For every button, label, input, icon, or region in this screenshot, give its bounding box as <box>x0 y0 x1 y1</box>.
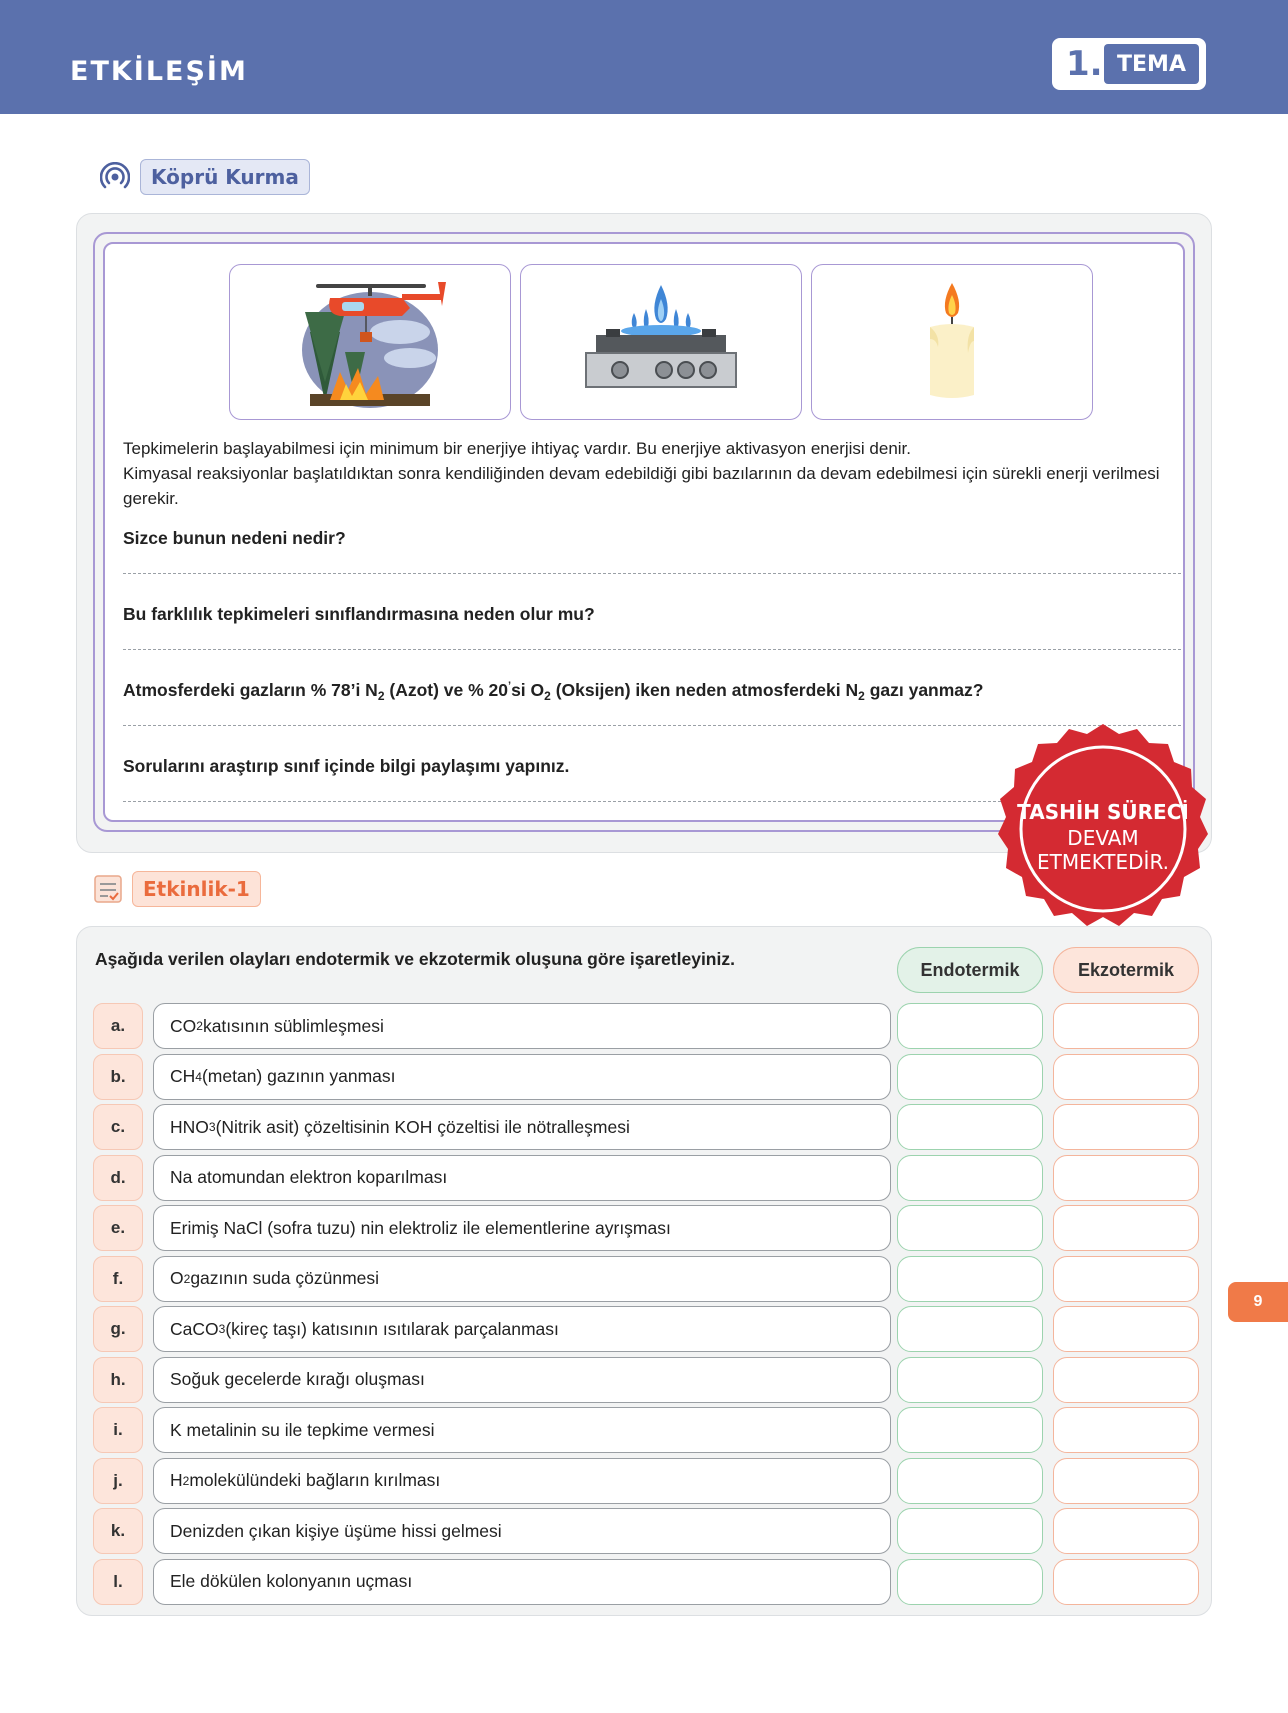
row-letter: j. <box>93 1458 143 1504</box>
theme-badge <box>1052 38 1206 90</box>
event-description: CO 2 katısının süblimleşmesi <box>153 1003 891 1049</box>
event-description: Denizden çıkan kişiye üşüme hissi gelmesi <box>153 1508 891 1554</box>
table-row <box>93 1508 1203 1554</box>
row-letter: g. <box>93 1306 143 1352</box>
gas-stove-flame-icon <box>576 277 746 407</box>
event-description: CaCO 3 (kireç taşı) katısının ısıtılarak parçalanması <box>153 1306 891 1352</box>
endothermic-answer-box[interactable] <box>897 1054 1043 1100</box>
image-box-fire <box>229 264 511 420</box>
table-row <box>93 1104 1203 1150</box>
exothermic-answer-box[interactable] <box>1053 1458 1199 1504</box>
proofreading-stamp <box>996 722 1210 936</box>
event-description: CH 4 (metan) gazının yanması <box>153 1054 891 1100</box>
intro-line-2: Kimyasal reaksiyonlar başlatıldıktan sonra kendiliğinden devam edebildiği gibi bazılarının da devam edebilmesi için sürekli enerji verilmesi gerekir. <box>123 464 1160 508</box>
page-header <box>0 0 1288 114</box>
table-row <box>93 1407 1203 1453</box>
question-4: Sorularını araştırıp sınıf içinde bilgi paylaşımı yapınız. <box>123 756 570 776</box>
question-1: Sizce bunun nedeni nedir? <box>123 528 346 548</box>
exothermic-answer-box[interactable] <box>1053 1256 1199 1302</box>
table-row <box>93 1357 1203 1403</box>
exothermic-column-header: Ekzotermik <box>1053 947 1199 993</box>
helicopter-forest-fire-icon <box>270 272 470 412</box>
answer-line-1 <box>123 573 1181 574</box>
row-letter: i. <box>93 1407 143 1453</box>
endothermic-answer-box[interactable] <box>897 1357 1043 1403</box>
event-description: O 2 gazının suda çözünmesi <box>153 1256 891 1302</box>
burning-candle-icon <box>912 277 992 407</box>
exothermic-answer-box[interactable] <box>1053 1054 1199 1100</box>
exothermic-answer-box[interactable] <box>1053 1155 1199 1201</box>
exothermic-answer-box[interactable] <box>1053 1357 1199 1403</box>
table-row <box>93 1559 1203 1605</box>
endothermic-answer-box[interactable] <box>897 1003 1043 1049</box>
endothermic-answer-box[interactable] <box>897 1508 1043 1554</box>
endothermic-column-header: Endotermik <box>897 947 1043 993</box>
exothermic-answer-box[interactable] <box>1053 1508 1199 1554</box>
event-description: Erimiş NaCl (sofra tuzu) nin elektroliz ile elementlerine ayrışması <box>153 1205 891 1251</box>
event-description: H 2 molekülündeki bağların kırılması <box>153 1458 891 1504</box>
table-row <box>93 1306 1203 1352</box>
table-row <box>93 1256 1203 1302</box>
question-2: Bu farklılık tepkimeleri sınıflandırmasına neden olur mu? <box>123 604 595 624</box>
theme-number: 1. <box>1066 44 1103 84</box>
intro-line-1: Tepkimelerin başlayabilmesi için minimum bir enerjiye ihtiyaç vardır. Bu enerjiye aktivasyon enerjisi denir. <box>123 439 911 458</box>
table-row <box>93 1155 1203 1201</box>
broadcast-icon <box>100 162 130 192</box>
row-letter: c. <box>93 1104 143 1150</box>
row-letter: d. <box>93 1155 143 1201</box>
exothermic-answer-box[interactable] <box>1053 1003 1199 1049</box>
theme-label: TEMA <box>1104 44 1199 84</box>
row-letter: h. <box>93 1357 143 1403</box>
event-description: HNO 3 (Nitrik asit) çözeltisinin KOH çözeltisi ile nötralleşmesi <box>153 1104 891 1150</box>
activity-label: Etkinlik-1 <box>132 871 261 907</box>
page-number: 9 <box>1228 1282 1288 1322</box>
endothermic-answer-box[interactable] <box>897 1559 1043 1605</box>
answer-line-2 <box>123 649 1181 650</box>
endothermic-answer-box[interactable] <box>897 1407 1043 1453</box>
endothermic-answer-box[interactable] <box>897 1458 1043 1504</box>
bridge-section-head <box>100 159 310 195</box>
row-letter: f. <box>93 1256 143 1302</box>
event-description: Ele dökülen kolonyanın uçması <box>153 1559 891 1605</box>
table-row <box>93 1205 1203 1251</box>
table-row <box>93 1458 1203 1504</box>
event-description: K metalinin su ile tepkime vermesi <box>153 1407 891 1453</box>
endothermic-answer-box[interactable] <box>897 1155 1043 1201</box>
stamp-line-3: ETMEKTEDİR. <box>1036 850 1169 874</box>
endothermic-answer-box[interactable] <box>897 1205 1043 1251</box>
exothermic-answer-box[interactable] <box>1053 1205 1199 1251</box>
endothermic-answer-box[interactable] <box>897 1104 1043 1150</box>
exothermic-answer-box[interactable] <box>1053 1104 1199 1150</box>
row-letter: l. <box>93 1559 143 1605</box>
intro-paragraph <box>123 436 1183 511</box>
row-letter: e. <box>93 1205 143 1251</box>
activity-instruction: Aşağıda verilen olayları endotermik ve ekzotermik oluşuna göre işaretleyiniz. <box>95 949 735 969</box>
table-row <box>93 1003 1203 1049</box>
activity-card <box>76 926 1212 1616</box>
question-3: Atmosferdeki gazların % 78’i $N_2$ (Azot) ve % 20’si $O_2$ (Oksijen) iken neden atmosferdeki $N_2$ gazı yanmaz? <box>123 680 984 703</box>
table-row <box>93 1054 1203 1100</box>
row-letter: b. <box>93 1054 143 1100</box>
image-box-stove <box>520 264 802 420</box>
activity-section-head <box>94 871 261 907</box>
endothermic-answer-box[interactable] <box>897 1256 1043 1302</box>
image-box-candle <box>811 264 1093 420</box>
row-letter: a. <box>93 1003 143 1049</box>
event-description: Na atomundan elektron koparılması <box>153 1155 891 1201</box>
stamp-line-2: DEVAM <box>1067 826 1139 850</box>
endothermic-answer-box[interactable] <box>897 1306 1043 1352</box>
exothermic-answer-box[interactable] <box>1053 1306 1199 1352</box>
event-description: Soğuk gecelerde kırağı oluşması <box>153 1357 891 1403</box>
exothermic-answer-box[interactable] <box>1053 1559 1199 1605</box>
exothermic-answer-box[interactable] <box>1053 1407 1199 1453</box>
bridge-label: Köprü Kurma <box>140 159 310 195</box>
row-letter: k. <box>93 1508 143 1554</box>
unit-title: ETKİLEŞİM <box>70 56 248 87</box>
stamp-line-1: TASHİH SÜRECİ <box>1017 800 1189 824</box>
checklist-icon <box>94 874 122 904</box>
